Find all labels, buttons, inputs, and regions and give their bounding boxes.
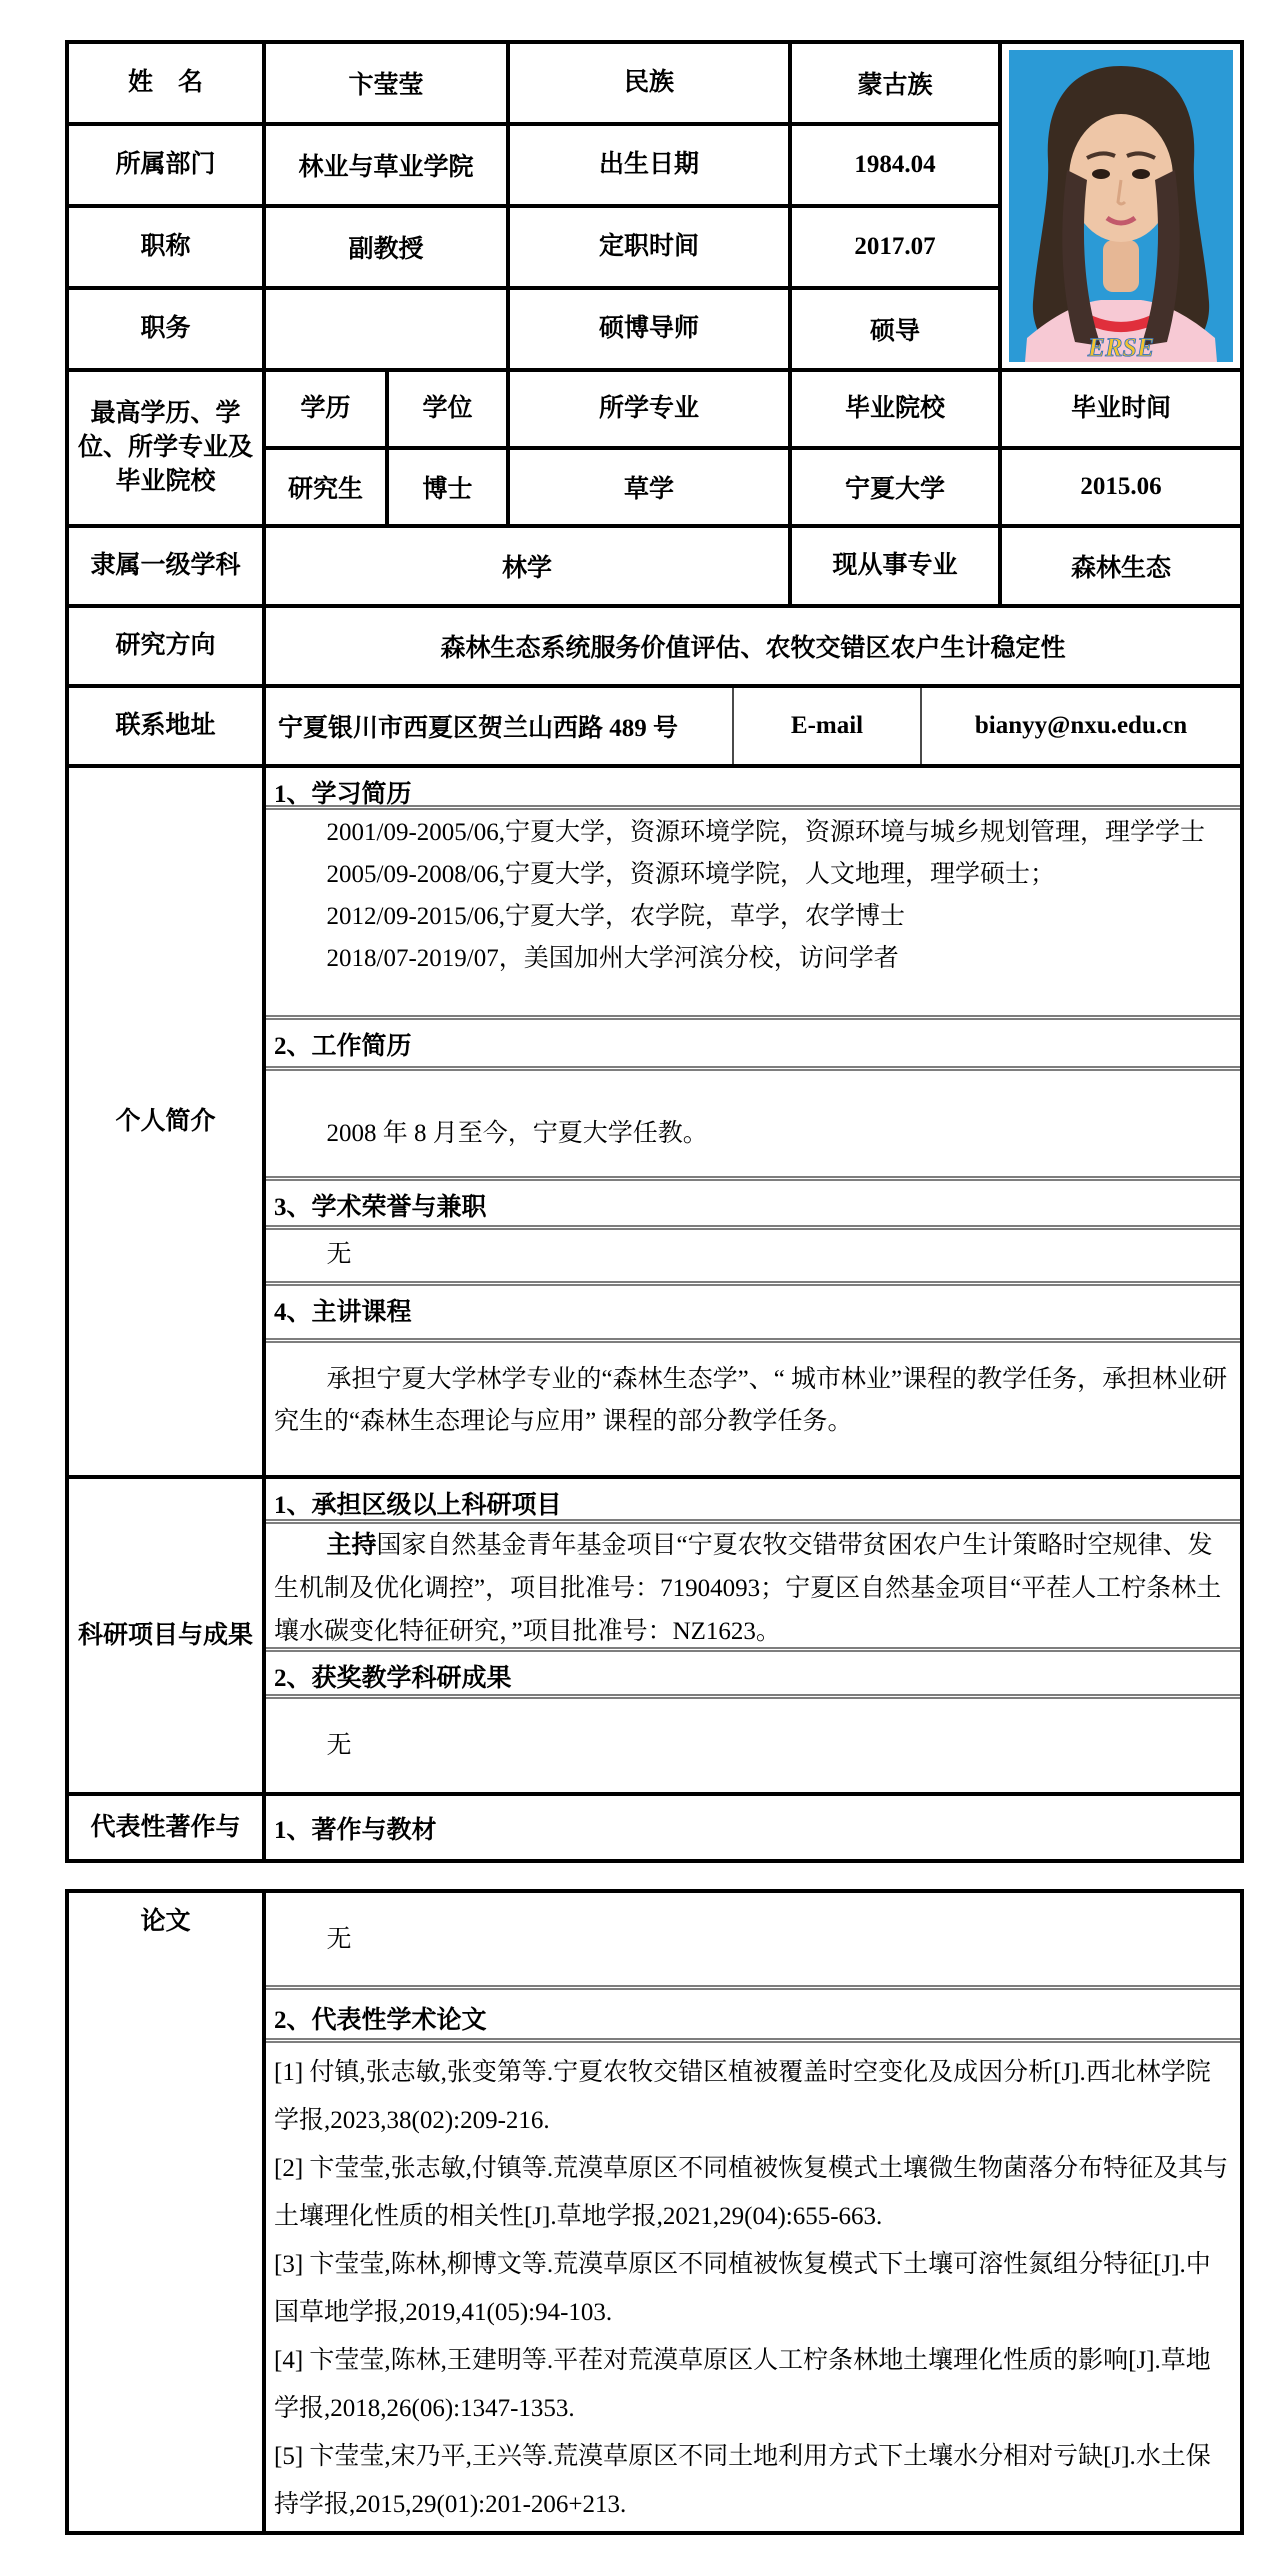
current-specialty-label: 现从事专业	[790, 526, 1000, 606]
row-works	[67, 1794, 1242, 1861]
personnel-form	[65, 40, 1240, 2535]
name-label: 姓 名	[67, 42, 264, 124]
projects-paragraph	[266, 1524, 1240, 1653]
photo-cell	[1000, 42, 1242, 370]
profile-content	[264, 766, 1242, 1477]
portrait-photo	[1009, 50, 1233, 362]
papers-content	[264, 1891, 1242, 2533]
table-gap	[65, 1863, 1240, 1889]
education-label: 最高学历、学位、所学专业及毕业院校	[67, 370, 264, 526]
row-profile	[67, 766, 1242, 1477]
paper-reference: [3] 卞莹莹,陈林,柳博文等.荒漠草原区不同植被恢复模式下土壤可溶性氮组分特征[J].中国草地学报,2019,41(05):94-103.	[274, 2251, 1211, 2326]
degree-level-value: 研究生	[264, 448, 387, 526]
profile-course-title: 4、主讲课程	[266, 1286, 1240, 1343]
right-eye	[1132, 169, 1150, 179]
honor-line: 无	[326, 1241, 352, 1268]
profile-education-title: 1、学习简历	[266, 768, 1240, 810]
education-history-line: 2018/07-2019/07，美国加州大学河滨分校，访问学者	[326, 945, 899, 972]
profile-work-body	[266, 1071, 1240, 1181]
supervisor-label: 硕博导师	[508, 288, 790, 370]
supervisor-value: 硕导	[790, 288, 1000, 370]
title-label: 职称	[67, 206, 264, 288]
major-header: 所学专业	[508, 370, 790, 448]
projects-title: 1、承担区级以上科研项目	[266, 1479, 1240, 1524]
profile-course-body	[266, 1343, 1240, 1475]
research-direction-label: 研究方向	[67, 606, 264, 686]
education-history-line: 2012/09-2015/06,宁夏大学，农学院，草学，农学博士	[326, 903, 905, 930]
ethnicity-value: 蒙古族	[790, 42, 1000, 124]
paper-reference: [5] 卞莹莹,宋乃平,王兴等.荒漠草原区不同土地利用方式下土壤水分相对亏缺[J].水土保持学报,2015,29(01):201-206+213.	[274, 2443, 1211, 2518]
neck	[1103, 240, 1139, 292]
profile-education-body	[266, 810, 1240, 1020]
portrait-photo-svg	[1009, 50, 1233, 362]
paper-reference: [2] 卞莹莹,张志敏,付镇等.荒漠草原区不同植被恢复模式土壤微生物菌落分布特征及其与土壤理化性质的相关性[J].草地学报,2021,29(04):655-663.	[274, 2155, 1229, 2230]
profile-label: 个人简介	[67, 766, 264, 1477]
books-line: 无	[326, 1926, 352, 1953]
title-value: 副教授	[264, 206, 508, 288]
projects-text: 国家自然基金青年基金项目“宁夏农牧交错带贫困农户生计策略时空规律、发生机制及优化调控”，项目批准号：71904093；宁夏区自然基金项目“平茬人工柠条林土壤水碳变化特征研究，”项目批准号：NZ1623。	[274, 1532, 1222, 1645]
row-name	[67, 42, 1242, 124]
major-value: 草学	[508, 448, 790, 526]
profile-honor-title: 3、学术荣誉与兼职	[266, 1181, 1240, 1230]
awards-line: 无	[326, 1732, 352, 1759]
school-value: 宁夏大学	[790, 448, 1000, 526]
grad-time-header: 毕业时间	[1000, 370, 1242, 448]
shirt-print-text: ERSE	[1087, 333, 1155, 362]
department-value: 林业与草业学院	[264, 124, 508, 206]
awards-body	[266, 1699, 1240, 1792]
profile-honor-body	[266, 1230, 1240, 1286]
works-content	[264, 1794, 1242, 1861]
profile-work-title: 2、工作简历	[266, 1020, 1240, 1071]
projects-body	[266, 1524, 1240, 1652]
row-contact	[67, 686, 1242, 766]
row-discipline	[67, 526, 1242, 606]
works-label: 代表性著作与	[67, 1794, 264, 1861]
email-label: E-mail	[734, 688, 922, 764]
department-label: 所属部门	[67, 124, 264, 206]
degree-level-header: 学历	[264, 370, 387, 448]
papers-table	[65, 1889, 1244, 2535]
row-education-headers	[67, 370, 1242, 448]
work-history-line: 2008 年 8 月至今，宁夏大学任教。	[326, 1120, 708, 1147]
education-history-line: 2005/09-2008/06,宁夏大学，资源环境学院，人文地理，理学硕士；	[326, 861, 1055, 888]
paper-reference: [1] 付镇,张志敏,张变第等.宁夏农牧交错区植被覆盖时空变化及成因分析[J].西北林学院学报,2023,38(02):209-216.	[274, 2059, 1211, 2134]
degree-value: 博士	[387, 448, 508, 526]
grad-time-value: 2015.06	[1000, 448, 1242, 526]
left-eye	[1092, 169, 1110, 179]
current-specialty-value: 森林生态	[1000, 526, 1242, 606]
contact-label: 联系地址	[67, 686, 264, 766]
name-value: 卞莹莹	[264, 42, 508, 124]
row-research-direction	[67, 606, 1242, 686]
ethnicity-label: 民族	[508, 42, 790, 124]
discipline-value: 林学	[264, 526, 790, 606]
discipline-label: 隶属一级学科	[67, 526, 264, 606]
appointment-value: 2017.07	[790, 206, 1000, 288]
row-papers	[67, 1891, 1242, 2533]
birth-value: 1984.04	[790, 124, 1000, 206]
books-body	[266, 1893, 1240, 1990]
projects-lead: 主持	[326, 1532, 377, 1559]
paper-reference: [4] 卞莹莹,陈林,王建明等.平茬对荒漠草原区人工柠条林地土壤理化性质的影响[J].草地学报,2018,26(06):1347-1353.	[274, 2347, 1211, 2422]
contact-cell	[264, 686, 1242, 766]
research-direction-value: 森林生态系统服务价值评估、农牧交错区农户生计稳定性	[264, 606, 1242, 686]
degree-header: 学位	[387, 370, 508, 448]
position-value	[264, 288, 508, 370]
address-value: 宁夏银川市西夏区贺兰山西路 489 号	[266, 688, 734, 764]
appointment-label: 定职时间	[508, 206, 790, 288]
projects-content	[264, 1477, 1242, 1794]
email-value: bianyy@nxu.edu.cn	[974, 712, 1188, 739]
papers-label: 论文	[67, 1891, 264, 2533]
course-line: 承担宁夏大学林学专业的“森林生态学”、“ 城市林业”课程的教学任务，承担林业研究生的“森林生态理论与应用” 课程的部分教学任务。	[274, 1366, 1228, 1435]
row-projects	[67, 1477, 1242, 1794]
papers-list	[266, 2043, 1240, 2531]
papers-title: 2、代表性学术论文	[266, 1990, 1240, 2043]
main-table	[65, 40, 1244, 1863]
school-header: 毕业院校	[790, 370, 1000, 448]
education-history-line: 2001/09-2005/06,宁夏大学，资源环境学院，资源环境与城乡规划管理，理学学士	[326, 819, 1205, 846]
birth-label: 出生日期	[508, 124, 790, 206]
awards-title: 2、获奖教学科研成果	[266, 1652, 1240, 1699]
books-title: 1、著作与教材	[274, 1817, 437, 1844]
projects-label: 科研项目与成果	[67, 1477, 264, 1794]
position-label: 职务	[67, 288, 264, 370]
contact-row	[266, 688, 1240, 764]
